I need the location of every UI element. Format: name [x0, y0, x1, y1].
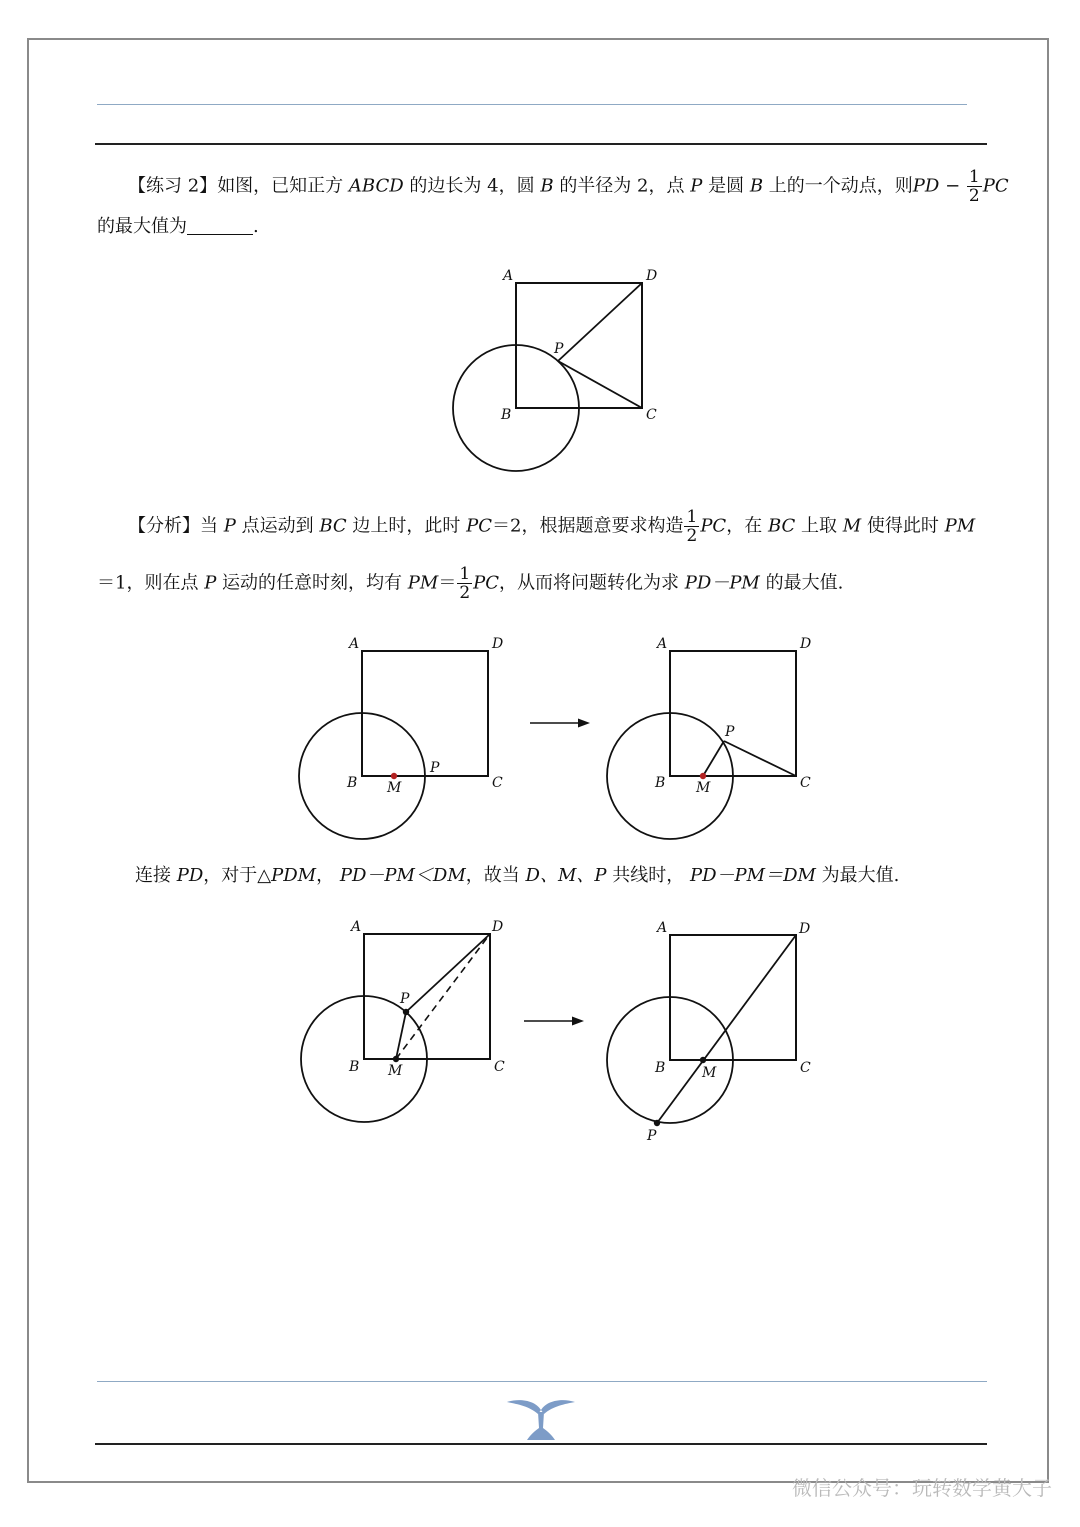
label-b: B [349, 1059, 360, 1075]
analysis-line-1: 【分析】当 P 点运动到 BC 边上时，此时 PC＝2，根据题意要求构造 $\frac{1}{2}$ PC，在 BC 上取 M 使得此时 PM [128, 507, 976, 546]
label-b: B [501, 407, 512, 423]
figure-step-1-right [598, 630, 828, 850]
point-m [700, 773, 706, 779]
label-m: M [696, 780, 711, 796]
segment-dp [657, 935, 796, 1123]
arrow-right-icon [522, 1013, 588, 1029]
page-frame [27, 38, 1049, 1483]
figure-problem [440, 260, 680, 480]
problem-line-1: 【练习 2】如图，已知正方 ABCD 的边长为 4，圆 B 的半径为 2，点 P 是圆 B 上的一个动点，则PD − $\frac{1}{2}$ PC [128, 167, 1009, 206]
header-rule [95, 143, 987, 145]
label-c: C [492, 775, 503, 791]
point-m [700, 1057, 706, 1063]
segment-pc [724, 741, 796, 776]
point-p [654, 1120, 660, 1126]
problem-line-2: 的最大值为 . [97, 216, 259, 237]
fraction-one-half: $\frac{1}{2}$ [459, 564, 471, 603]
label-c: C [800, 775, 811, 791]
figure-step-2-left [290, 915, 520, 1135]
watermark-text: 微信公众号：玩转数学黄大子 [792, 1476, 1052, 1500]
analysis-line-2: ＝1，则在点 P 运动的任意时刻，均有 PM＝ $\frac{1}{2}$ PC，从而将问题转化为求 PD－PM 的最大值. [97, 564, 844, 603]
footer-accent-line [97, 1381, 987, 1382]
segment-pm [703, 741, 724, 776]
label-a: A [657, 636, 668, 652]
label-a: A [349, 636, 360, 652]
connect-line: 连接 PD，对于△PDM， PD－PM＜DM，故当 D、M、P 共线时， PD－PM＝DM 为最大值. [135, 865, 900, 886]
square-abcd [362, 651, 488, 776]
square-abcd [670, 651, 796, 776]
label-b: B [655, 1060, 666, 1076]
answer-blank [187, 216, 253, 235]
label-c: C [646, 407, 657, 423]
label-m: M [387, 780, 402, 796]
point-p [403, 1009, 409, 1015]
point-m [393, 1056, 399, 1062]
figure-step-2-right [597, 915, 827, 1155]
point-m [391, 773, 397, 779]
label-b: B [347, 775, 358, 791]
label-c: C [800, 1060, 811, 1076]
arrow-right-icon [528, 715, 594, 731]
label-d: D [646, 268, 658, 284]
segment-pd [558, 283, 642, 361]
fraction-one-half: $\frac{1}{2}$ [686, 507, 698, 546]
label-p: P [647, 1128, 657, 1144]
label-d: D [492, 919, 504, 935]
segment-pd [406, 934, 490, 1012]
label-p: P [430, 760, 440, 776]
fraction-one-half: $\frac{1}{2}$ [968, 167, 980, 206]
label-m: M [702, 1065, 717, 1081]
segment-pm [396, 1012, 406, 1059]
header-accent-line [97, 104, 967, 105]
sprout-logo-icon [505, 1398, 577, 1442]
label-a: A [503, 268, 514, 284]
segment-dm-dashed [396, 934, 490, 1059]
label-d: D [799, 921, 811, 937]
label-a: A [657, 920, 668, 936]
label-b: B [655, 775, 666, 791]
label-m: M [388, 1063, 403, 1079]
label-p: P [554, 341, 564, 357]
label-d: D [492, 636, 504, 652]
label-d: D [800, 636, 812, 652]
label-p: P [725, 724, 735, 740]
figure-step-1-left [290, 630, 520, 850]
segment-pc [558, 361, 642, 408]
label-p: P [400, 991, 410, 1007]
footer-rule [95, 1443, 987, 1445]
square-abcd [670, 935, 796, 1060]
label-a: A [351, 919, 362, 935]
label-c: C [494, 1059, 505, 1075]
